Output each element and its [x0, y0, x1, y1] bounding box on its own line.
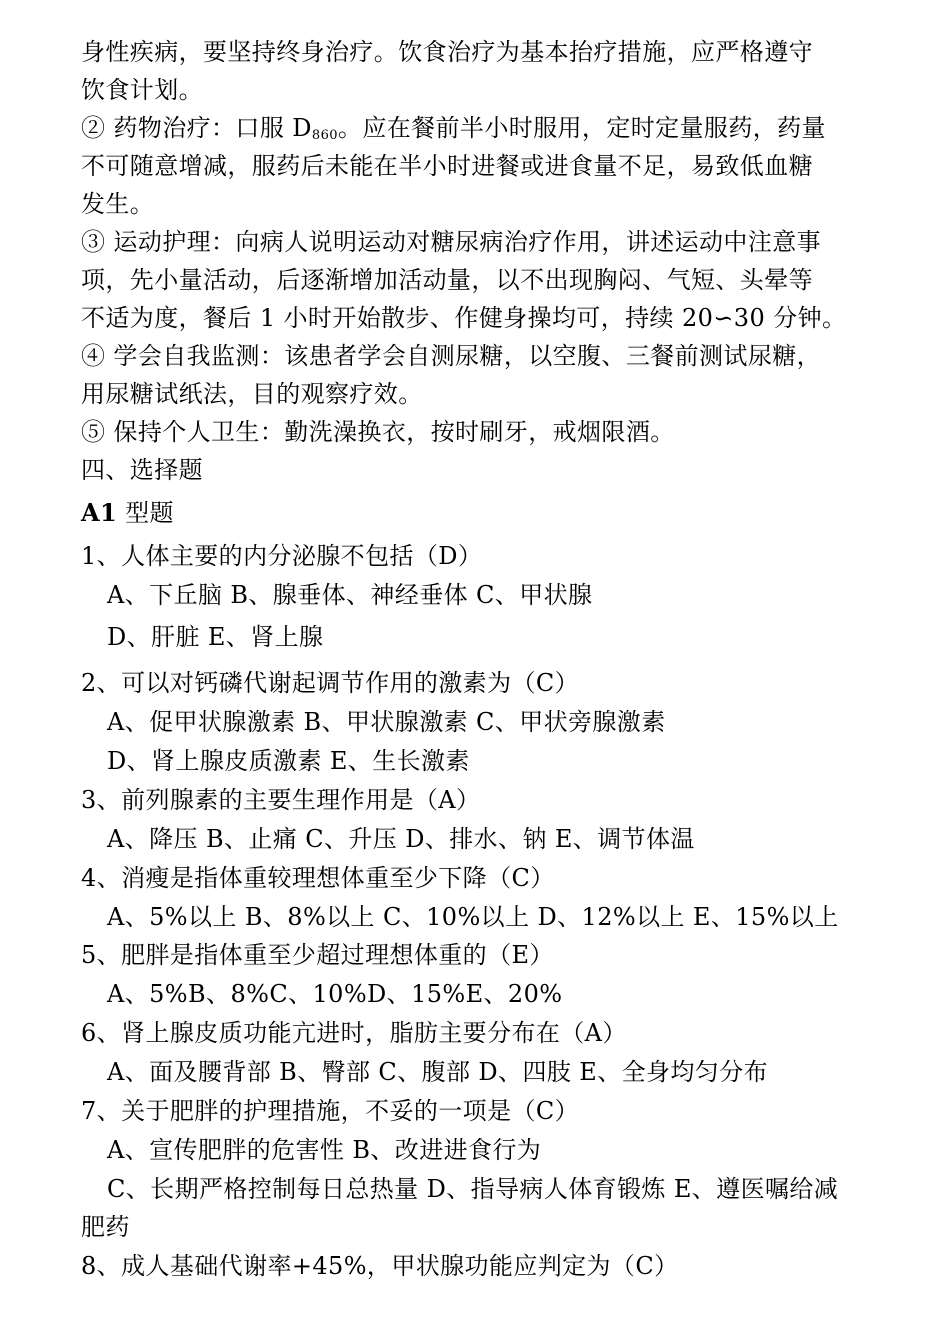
text-line: 不适为度，餐后 1 小时开始散步、作健身操均可，持续 20∽30 分钟。 — [81, 304, 847, 332]
subsection-heading — [81, 496, 870, 530]
options: A、面及腰背部 B、臀部 C、腹部 D、四肢 E、全身均匀分布 — [107, 1058, 769, 1086]
heading-code: A1 — [81, 498, 118, 527]
options: A、促甲状腺激素 B、甲状腺激素 C、甲状旁腺激素 — [107, 708, 666, 736]
question: 8、成人基础代谢率+45%，甲状腺功能应判定为（C） — [81, 1252, 679, 1280]
options: A、降压 B、止痛 C、升压 D、排水、钠 E、调节体温 — [107, 825, 695, 853]
text-line: 饮食计划。 — [81, 76, 203, 104]
options: D、肾上腺皮质激素 E、生长激素 — [107, 747, 470, 775]
text-line: ④ 学会自我监测：该患者学会自测尿糖，以空腹、三餐前测试尿糖， — [81, 342, 822, 370]
text-line: 用尿糖试纸法，目的观察疗效。 — [81, 380, 423, 408]
question: 4、消瘦是指体重较理想体重至少下降（C） — [81, 864, 555, 892]
text-span: ② 药物治疗：口服 D — [81, 114, 312, 142]
text-line: 项，先小量活动，后逐渐增加活动量，以不出现胸闷、气短、头晕等 — [81, 266, 813, 294]
question: 3、前列腺素的主要生理作用是（A） — [81, 786, 481, 814]
question: 5、肥胖是指体重至少超过理想体重的（E） — [81, 941, 554, 969]
question: 1、人体主要的内分泌腺不包括（D） — [81, 542, 483, 570]
section-heading: 四、选择题 — [81, 456, 203, 484]
options: D、肝脏 E、肾上腺 — [107, 623, 324, 651]
options: A、宣传肥胖的危害性 B、改进进食行为 — [107, 1136, 542, 1164]
options: A、5%B、8%C、10%D、15%E、20% — [107, 980, 563, 1008]
text-line: 不可随意增减，服药后未能在半小时进餐或进食量不足，易致低血糖 — [81, 152, 813, 180]
text-line — [81, 111, 870, 153]
subscript: 860 — [311, 128, 338, 143]
question: 6、肾上腺皮质功能亢进时，脂肪主要分布在（A） — [81, 1019, 627, 1047]
question: 2、可以对钙磷代谢起调节作用的激素为（C） — [81, 669, 580, 697]
text-line: ③ 运动护理：向病人说明运动对糖尿病治疗作用，讲述运动中注意事 — [81, 228, 822, 256]
text-line: ⑤ 保持个人卫生：勤洗澡换衣，按时刷牙，戒烟限酒。 — [81, 418, 675, 446]
options: A、5%以上 B、8%以上 C、10%以上 D、12%以上 E、15%以上 — [107, 903, 839, 931]
options: C、长期严格控制每日总热量 D、指导病人体育锻炼 E、遵医嘱给减 — [107, 1175, 839, 1203]
options-continued: 肥药 — [81, 1213, 130, 1241]
text-span: 。应在餐前半小时服用，定时定量服药，药量 — [337, 114, 826, 142]
question: 7、关于肥胖的护理措施，不妥的一项是（C） — [81, 1097, 580, 1125]
text-line: 身性疾病，要坚持终身治疗。饮食治疗为基本抬疗措施，应严格遵守 — [81, 38, 813, 66]
text-line: 发生。 — [81, 190, 155, 218]
options: A、下丘脑 B、腺垂体、神经垂体 C、甲状腺 — [107, 581, 593, 609]
heading-text: 型题 — [117, 499, 174, 527]
